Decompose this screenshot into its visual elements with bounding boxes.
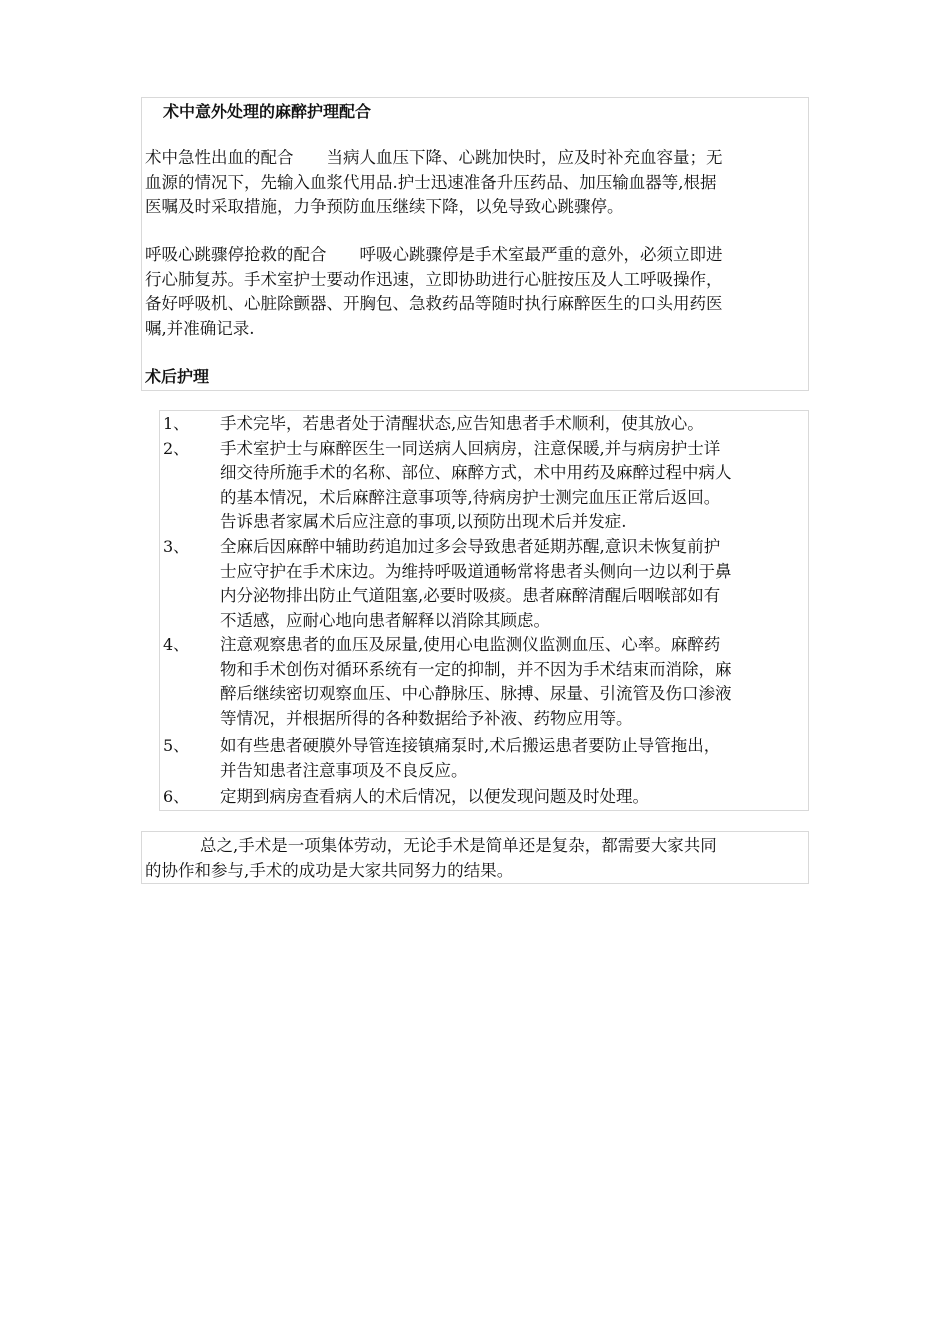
list-item-line: 物和手术创伤对循环系统有一定的抑制，并不因为手术结束而消除，麻 [220,659,732,679]
paragraph-bleeding-line-1: 术中急性出血的配合 当病人血压下降、心跳加快时，应及时补充血容量；无 [145,148,723,167]
paragraph-cardiac-arrest-line-2: 行心肺复苏。手术室护士要动作迅速，立即协助进行心脏按压及人工呼吸操作， [145,269,723,289]
paragraph-bleeding-line-2: 血源的情况下，先输入血浆代用品.护士迅速准备升压药品、加压输血器等,根据 [145,172,717,192]
list-item-number: 2、 [163,438,190,458]
list-item-number: 6、 [163,787,190,806]
list-item-line: 并告知患者注意事项及不良反应。 [220,760,468,780]
list-item-line: 内分泌物排出防止气道阻塞,必要时吸痰。患者麻醉清醒后咽喉部如有 [220,586,721,605]
list-item [220,785,649,810]
conclusion-line-1: 总之,手术是一项集体劳动，无论手术是简单还是复杂，都需要大家共同 [200,836,717,855]
list-item [220,734,720,783]
list-item [220,633,732,731]
paragraph-bleeding-line-3: 医嘱及时采取措施，力争预防血压继续下降，以免导致心跳骤停。 [145,197,624,216]
conclusion-line-2: 的协作和参与,手术的成功是大家共同努力的结果。 [145,860,514,880]
list-item-line: 全麻后因麻醉中辅助药追加过多会导致患者延期苏醒,意识未恢复前护 [220,537,721,556]
list-item-line: 如有些患者硬膜外导管连接镇痛泵时,术后搬运患者要防止导管拖出， [220,736,721,755]
list-item [220,535,732,633]
postoperative-heading: 术后护理 [145,367,210,386]
list-item [220,437,732,535]
paragraph-cardiac-arrest-line-1: 呼吸心跳骤停抢救的配合 呼吸心跳骤停是手术室最严重的意外，必须立即进 [145,245,723,264]
list-item-line: 的基本情况，术后麻醉注意事项等,待病房护士测完血压正常后返回。 [220,487,721,507]
list-item-line: 手术室护士与麻醉医生一同送病人回病房，注意保暖,并与病房护士详 [220,438,721,458]
list-item-line: 细交待所施手术的名称、部位、麻醉方式，术中用药及麻醉过程中病人 [220,463,732,482]
list-item [220,412,704,437]
list-item-number: 1、 [163,414,190,433]
list-item-line: 告诉患者家属术后应注意的事项,以预防出现术后并发症. [220,512,627,531]
list-item-number: 4、 [163,635,190,654]
list-item-line: 定期到病房查看病人的术后情况，以便发现问题及时处理。 [220,787,649,806]
paragraph-cardiac-arrest-line-3: 备好呼吸机、心脏除颤器、开胸包、急救药品等随时执行麻醉医生的口头用药医 [145,294,723,313]
section-title: 术中意外处理的麻醉护理配合 [163,102,372,121]
list-item-number: 5、 [163,736,190,755]
list-item-number: 3、 [163,537,190,556]
list-item-line: 士应守护在手术床边。为维持呼吸道通畅常将患者头侧向一边以利于鼻 [220,561,732,581]
list-item-line: 注意观察患者的血压及尿量,使用心电监测仪监测血压、心率。麻醉药 [220,635,721,654]
paragraph-cardiac-arrest-line-4: 嘱,并准确记录. [145,318,255,338]
list-item-line: 手术完毕，若患者处于清醒状态,应告知患者手术顺利，使其放心。 [220,414,704,433]
list-item-line: 不适感，应耐心地向患者解释以消除其顾虑。 [220,610,550,630]
list-item-line: 醉后继续密切观察血压、中心静脉压、脉搏、尿量、引流管及伤口渗液 [220,684,732,703]
list-item-line: 等情况，并根据所得的各种数据给予补液、药物应用等。 [220,708,633,728]
